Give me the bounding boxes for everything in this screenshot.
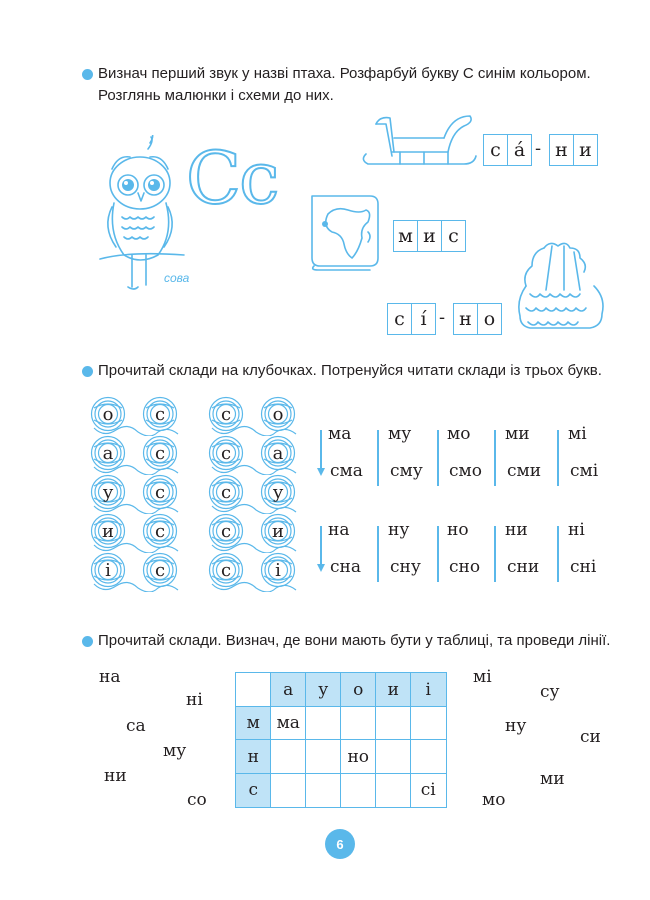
yarn-ball-letter: и [102, 520, 114, 542]
table-header-cell: у [305, 672, 342, 707]
yarn-ball-letter: с [154, 442, 166, 464]
scheme-cell: о [477, 303, 502, 335]
syllable-three-letter: сми [507, 461, 542, 481]
bullet-2 [82, 366, 93, 377]
table-row-header: м [235, 706, 272, 741]
scheme-cell: и [573, 134, 598, 166]
scheme-cell: í [411, 303, 436, 335]
syllable-column-line [557, 526, 559, 582]
yarn-ball-letter: і [105, 559, 111, 581]
scheme-dash: - [535, 138, 542, 159]
scheme-cell: á [507, 134, 532, 166]
syllable-three-letter: смо [449, 461, 482, 481]
loose-syllable[interactable]: на [99, 667, 121, 687]
loose-syllable[interactable]: со [187, 790, 207, 810]
syllable-column-line [437, 526, 439, 582]
yarn-ball-letter: у [272, 481, 284, 503]
yarn-ball-letter: а [272, 442, 284, 464]
syllable-three-letter: сно [449, 557, 481, 577]
table-cell[interactable] [375, 706, 412, 741]
yarn-ball-letter: с [154, 481, 166, 503]
yarn-ball-letter: с [220, 520, 232, 542]
table-cell[interactable] [410, 706, 447, 741]
letter-pair-cc: Сс [186, 136, 278, 220]
yarn-ball-letter: с [220, 403, 232, 425]
syllable: ну [388, 520, 410, 540]
syllable: на [328, 520, 350, 540]
yarn-ball-letter: и [272, 520, 284, 542]
syllable: му [388, 424, 412, 444]
table-row-header: с [235, 773, 272, 808]
scheme-cell: н [453, 303, 478, 335]
yarn-ball-letter: о [102, 403, 114, 425]
yarn-ball-letter: у [102, 481, 114, 503]
instruction-1-line1: Визнач перший звук у назві птаха. Розфарбуй букву С синім кольором. [98, 65, 591, 82]
scheme-cell: с [387, 303, 412, 335]
instruction-1-line2: Розглянь малюнки і схеми до них. [98, 87, 334, 104]
haystack-illustration [514, 238, 606, 334]
sled-illustration [360, 108, 478, 168]
yarn-ball-letter: с [154, 559, 166, 581]
syllable-three-letter: сні [570, 557, 597, 577]
loose-syllable[interactable]: ні [186, 690, 203, 710]
yarn-ball-letter: с [154, 403, 166, 425]
table-cell: ма [270, 706, 307, 741]
loose-syllable[interactable]: ми [540, 769, 565, 789]
page-number-badge [325, 829, 355, 859]
syllable: но [447, 520, 469, 540]
table-cell[interactable] [270, 773, 307, 808]
syllable: ми [505, 424, 530, 444]
syllable: ни [505, 520, 528, 540]
loose-syllable[interactable]: ну [505, 716, 527, 736]
table-cell[interactable] [305, 739, 342, 774]
syllable-three-letter: смі [570, 461, 599, 481]
table-cell[interactable] [375, 773, 412, 808]
syllable-column-line [377, 430, 379, 486]
table-header-cell: і [410, 672, 447, 707]
loose-syllable[interactable]: си [580, 727, 601, 747]
syllable-column-line [377, 526, 379, 582]
syllable-three-letter: сму [390, 461, 423, 481]
table-corner-cell [235, 672, 272, 707]
instruction-3: Прочитай склади. Визнач, де вони мають бути у таблиці, та проведи лінії. [98, 632, 611, 649]
scheme-cell: с [483, 134, 508, 166]
syllable-column-line [557, 430, 559, 486]
yarn-ball-letter: о [272, 403, 284, 425]
bullet-3 [82, 636, 93, 647]
yarn-ball-letter: і [275, 559, 281, 581]
table-cell[interactable] [305, 773, 342, 808]
owl-caption: сова [164, 271, 190, 285]
syllable-three-letter: сна [330, 557, 361, 577]
yarn-ball-letter: с [220, 442, 232, 464]
table-header-cell: о [340, 672, 377, 707]
loose-syllable[interactable]: са [126, 716, 146, 736]
bullet-1 [82, 69, 93, 80]
syllable: ма [328, 424, 352, 444]
table-cell[interactable] [270, 739, 307, 774]
scheme-dash: - [439, 307, 446, 328]
syllable-three-letter: сну [390, 557, 421, 577]
loose-syllable[interactable]: мі [473, 667, 492, 687]
page-number: 6 [336, 836, 344, 852]
syllable: ні [568, 520, 585, 540]
syllable: мі [568, 424, 587, 444]
table-cell[interactable] [305, 706, 342, 741]
syllable-column-line [494, 430, 496, 486]
syllable-column-line [320, 430, 322, 472]
scheme-cell: и [417, 220, 442, 252]
scheme-cell: н [549, 134, 574, 166]
loose-syllable[interactable]: мо [482, 790, 506, 810]
syllable-three-letter: сни [507, 557, 540, 577]
table-cell[interactable] [340, 773, 377, 808]
table-cell: но [340, 739, 377, 774]
syllable-column-line [494, 526, 496, 582]
table-cell[interactable] [375, 739, 412, 774]
yarn-ball-letter: с [154, 520, 166, 542]
table-row-header: н [235, 739, 272, 774]
scheme-cell: м [393, 220, 418, 252]
loose-syllable[interactable]: му [163, 741, 187, 761]
map-illustration [308, 192, 384, 272]
syllable-column-line [320, 526, 322, 568]
syllable: мо [447, 424, 471, 444]
loose-syllable[interactable]: ни [104, 766, 127, 786]
table-cell: сі [410, 773, 447, 808]
yarn-ball-letter: с [220, 559, 232, 581]
table-cell[interactable] [340, 706, 377, 741]
syllable-three-letter: сма [330, 461, 363, 481]
arrow-down-icon [317, 468, 325, 476]
syllable-column-line [437, 430, 439, 486]
table-cell[interactable] [410, 739, 447, 774]
scheme-cell: с [441, 220, 466, 252]
table-header-cell: и [375, 672, 412, 707]
table-header-cell: а [270, 672, 307, 707]
instruction-2: Прочитай склади на клубочках. Потренуйся читати склади із трьох букв. [98, 362, 602, 379]
arrow-down-icon [317, 564, 325, 572]
loose-syllable[interactable]: су [540, 682, 560, 702]
yarn-ball-letter: с [220, 481, 232, 503]
yarn-ball-letter: а [102, 442, 114, 464]
